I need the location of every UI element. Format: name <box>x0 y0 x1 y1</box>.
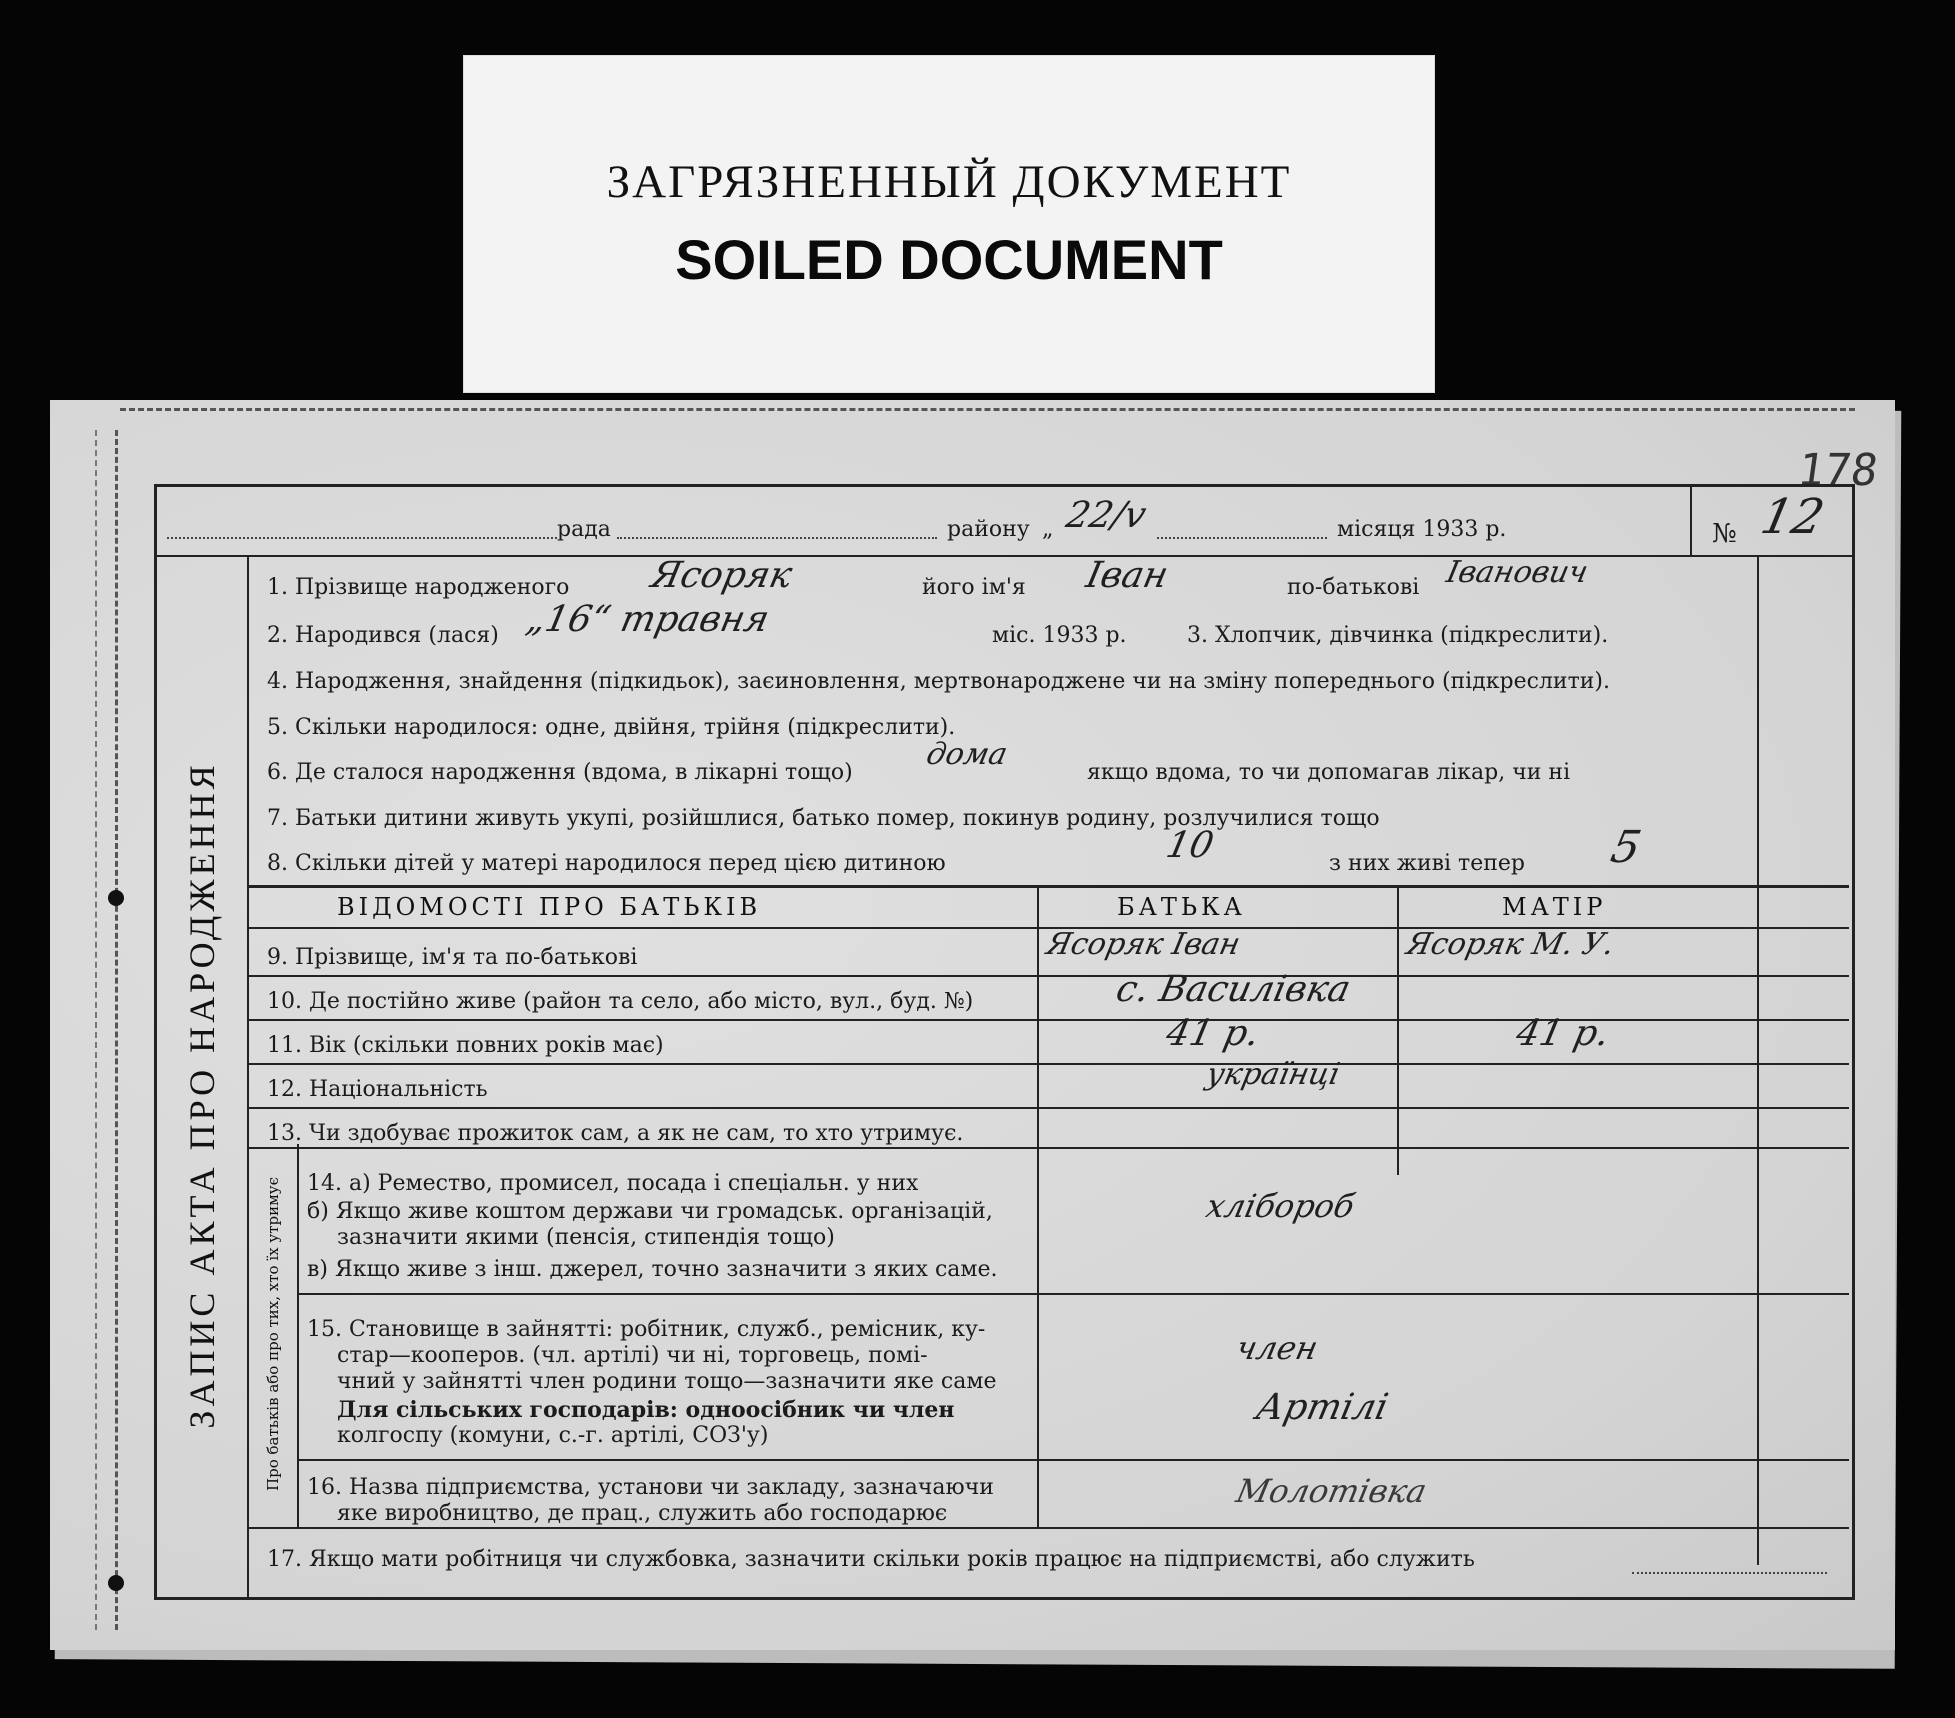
row2-label: 2. Народився (лася) <box>267 623 499 648</box>
row13-label: 13. Чи здобуває прожиток сам, а як не сам, то хто утримує. <box>267 1121 964 1146</box>
row4-birth-type: 4. Народження, знайдення (підкидьок), заєиновлення, мертвонароджене чи на зміну попереднього (підкреслити). <box>267 669 1610 694</box>
row3-sex: 3. Хлопчик, дівчинка (підкреслити). <box>1187 623 1609 648</box>
archive-stamp-number: 178 <box>1794 445 1882 496</box>
row17-label: 17. Якщо мати робітниця чи службовка, зазначити скільки років працює на підприємстві, або служить <box>267 1547 1475 1572</box>
row5-multiplicity: 5. Скільки народилося: одне, двійня, трійня (підкреслити). <box>267 715 956 740</box>
label-russian: ЗАГРЯЗНЕННЫЙ ДОКУМЕНТ <box>606 156 1292 208</box>
row15a-label: 15. Становище в зайнятті: робітник, служб., ремісник, ку- <box>307 1317 986 1342</box>
parents-subtitle-vertical: Про батьків або про тих, хто їх утримує <box>264 1177 282 1491</box>
row16a-label: 16. Назва підприємства, установи чи закладу, зазначаючи <box>307 1475 994 1500</box>
row14b2-label: зазначити якими (пенсія, стипендія тощо) <box>337 1225 835 1250</box>
left-perforation-outer <box>95 430 97 1630</box>
handwritten-birth-date: „16“ травня <box>522 599 773 640</box>
rada-label: рада <box>557 517 611 542</box>
row-line <box>249 1107 1849 1109</box>
handwritten-residence: с. Василівка <box>1112 969 1355 1010</box>
handwritten-occupation: хлібороб <box>1202 1187 1358 1225</box>
rayon-label: району <box>947 517 1030 542</box>
row6-label: 6. Де сталося народження (вдома, в лікарні тощо) <box>267 760 853 785</box>
dotted-line <box>1157 537 1327 539</box>
table-top-line <box>249 885 1849 888</box>
row8-alive-label: з них живі тепер <box>1329 851 1525 876</box>
punch-hole <box>108 890 124 906</box>
row-line <box>299 1459 1849 1461</box>
row1-label: 1. Прізвище народженого <box>267 575 570 600</box>
row-line <box>299 1293 1849 1295</box>
handwritten-status-2: Артілі <box>1252 1387 1392 1428</box>
quote-mark: „ <box>1042 517 1054 542</box>
row15c-label: чний у зайнятті член родини тощо—зазначити яке саме <box>337 1369 997 1394</box>
row8-label: 8. Скільки дітей у матері народилося перед цією дитиною <box>267 851 946 876</box>
handwritten-father-name: Ясоряк Іван <box>1043 927 1244 962</box>
birth-record-card <box>50 400 1895 1650</box>
row1-patronymic-label: по-батькові <box>1287 575 1420 600</box>
row-line <box>249 975 1849 977</box>
sidebar <box>157 555 249 1597</box>
archive-label <box>463 55 1435 393</box>
handwritten-father-age: 41 р. <box>1162 1013 1264 1054</box>
row15b-label: стар—кооперов. (чл. артілі) чи ні, торговець, помі- <box>337 1343 928 1368</box>
row14a-label: 14. а) Ремество, промисел, посада і спеціальн. у них <box>307 1171 919 1196</box>
record-number-box <box>1690 487 1852 555</box>
row15e-label: колгоспу (комуни, с.-г. артілі, СОЗ'у) <box>337 1423 769 1448</box>
form-header-row <box>157 487 1852 557</box>
row-line <box>249 1527 1849 1529</box>
handwritten-mother-name: Ясоряк М. У. <box>1403 927 1618 962</box>
handwritten-first-name: Іван <box>1082 555 1172 596</box>
row-line <box>249 1147 1849 1149</box>
number-sign: № <box>1712 519 1737 549</box>
birth-form <box>154 484 1855 1600</box>
father-column-line <box>1037 885 1039 1527</box>
label-english: SOILED DOCUMENT <box>675 228 1223 291</box>
col-header-mother: МАТІР <box>1502 893 1607 921</box>
handwritten-patronymic: Іванович <box>1443 555 1592 590</box>
handwritten-surname: Ясоряк <box>647 555 796 596</box>
punch-hole <box>108 1575 124 1591</box>
row7-parents-status: 7. Батьки дитини живуть укупі, розійшлися, батько помер, покинув родину, розлучилися тощо <box>267 806 1380 831</box>
dotted-line <box>617 537 937 539</box>
handwritten-day: 22/v <box>1062 495 1150 536</box>
left-perforation <box>115 430 118 1630</box>
col-header-father: БАТЬКА <box>1117 893 1246 921</box>
handwritten-children-count: 10 <box>1162 825 1218 866</box>
record-title-vertical: ЗАПИС АКТА ПРО НАРОДЖЕННЯ <box>182 761 222 1429</box>
handwritten-nationality: українці <box>1203 1057 1344 1092</box>
handwritten-enterprise: Молотівка <box>1232 1472 1431 1510</box>
col-header-info: ВІДОМОСТІ ПРО БАТЬКІВ <box>337 893 762 921</box>
row10-label: 10. Де постійно живе (район та село, або місто, вул., буд. №) <box>267 989 974 1014</box>
row12-label: 12. Національність <box>267 1077 488 1102</box>
dotted-line <box>1632 1572 1827 1574</box>
row15d-label: Для сільських господарів: одноосібник чи член <box>337 1397 955 1423</box>
row1-name-label: його ім'я <box>922 575 1026 600</box>
handwritten-mother-age: 41 р. <box>1512 1013 1614 1054</box>
row14c-label: в) Якщо живе з інш. джерел, точно зазначити з яких саме. <box>307 1257 998 1282</box>
row2-year: міс. 1933 р. <box>992 623 1127 648</box>
top-perforation <box>120 408 1855 411</box>
row16b-label: яке виробництво, де прац., служить або господарює <box>337 1501 948 1526</box>
mother-column-line <box>1397 885 1399 1175</box>
row14b-label: б) Якщо живе коштом держави чи громадськ. організацій, <box>307 1199 993 1224</box>
handwritten-record-number: 12 <box>1756 489 1830 545</box>
row9-label: 9. Прізвище, ім'я та по-батькові <box>267 945 638 970</box>
handwritten-status-1: член <box>1232 1329 1322 1367</box>
row-line <box>249 1063 1849 1065</box>
row11-label: 11. Вік (скільки повних років має) <box>267 1033 664 1058</box>
row6-rest: якщо вдома, то чи допомагав лікар, чи ні <box>1087 760 1571 785</box>
handwritten-alive-count: 5 <box>1606 822 1646 873</box>
sub-sidebar <box>249 1144 299 1527</box>
handwritten-place: дома <box>923 737 1011 772</box>
right-column-line <box>1757 555 1759 1565</box>
month-year-label: місяця 1933 р. <box>1337 517 1507 542</box>
dotted-line <box>167 537 557 539</box>
